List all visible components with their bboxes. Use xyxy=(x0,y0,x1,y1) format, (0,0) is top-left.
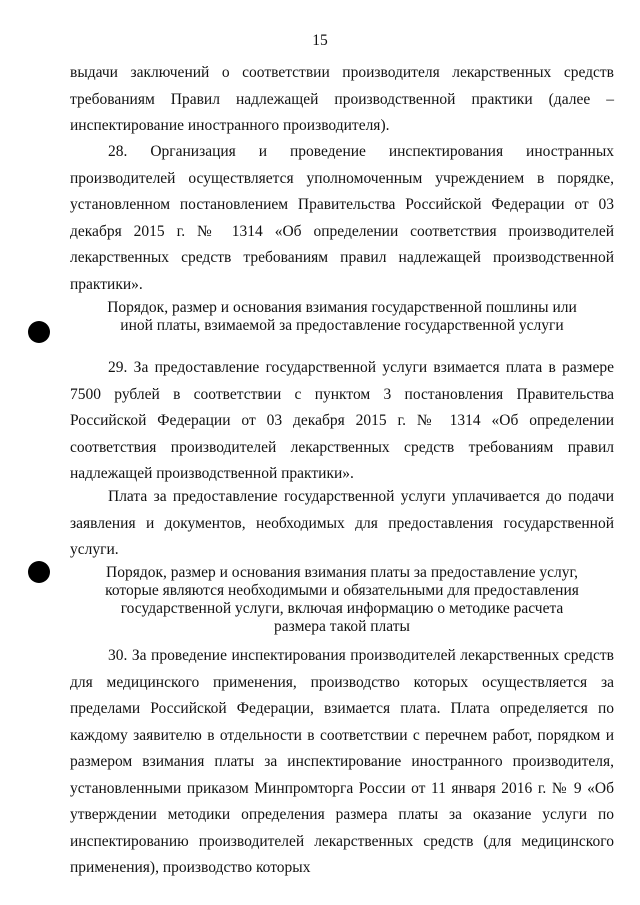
heading-line: размера такой платы xyxy=(274,618,410,635)
heading-line: Порядок, размер и основания взимания государственной пошлины или xyxy=(107,299,577,316)
page-number: 15 xyxy=(312,32,328,49)
punch-hole-top xyxy=(28,321,50,343)
paragraph-30: 30. За проведение инспектирования производителей лекарственных средств для медицинского применения, производство которых осуществляется за пределами Российской Федерации, взимается плата. Плата определяется по каждому заявителю в отдельности в соответствии с перечнем работ, порядком и размером взимания платы за инспектирование иностранного производителя, установленными приказом Минпромторга России от 11 января 2016 г. № 9 «Об утверждении методики определения размера платы за оказание услуги по инспектированию производителей лекарственных средств (для медицинского применения), производство которых xyxy=(70,647,614,876)
paragraph-continuation: выдачи заключений о соответствии производителя лекарственных средств требованиям Правил надлежащей производственной практики (далее – инспектирование иностранного производителя). xyxy=(70,64,614,134)
section-heading-fee xyxy=(70,299,614,335)
paragraph-28: 28. Организация и проведение инспектирования иностранных производителей осуществляется уполномоченным учреждением в порядке, установленном постановлением Правительства Российской Федерации от 03 декабря 2015 г. № 1314 «Об определении соответствия производителей лекарственных средств требованиям правил надлежащей производственной практики». xyxy=(70,143,614,293)
heading-line: иной платы, взимаемой за предоставление государственной услуги xyxy=(120,317,564,334)
paragraph-29-payment: Плата за предоставление государственной услуги уплачивается до подачи заявления и документов, необходимых для предоставления государственной услуги. xyxy=(70,488,614,558)
heading-line: государственной услуги, включая информацию о методике расчета xyxy=(120,600,564,617)
punch-hole-bottom xyxy=(28,561,50,583)
heading-line: которые являются необходимыми и обязательными для предоставления xyxy=(105,582,579,599)
heading-line: Порядок, размер и основания взимания платы за предоставление услуг, xyxy=(106,564,578,581)
section-heading-required-services xyxy=(70,564,614,636)
paragraph-29: 29. За предоставление государственной услуги взимается плата в размере 7500 рублей в соответствии с пунктом 3 постановления Правительства Российской Федерации от 03 декабря 2015 г. № 1314 «Об определении соответствия производителей лекарственных средств требованиям правил надлежащей производственной практики». xyxy=(70,359,614,482)
